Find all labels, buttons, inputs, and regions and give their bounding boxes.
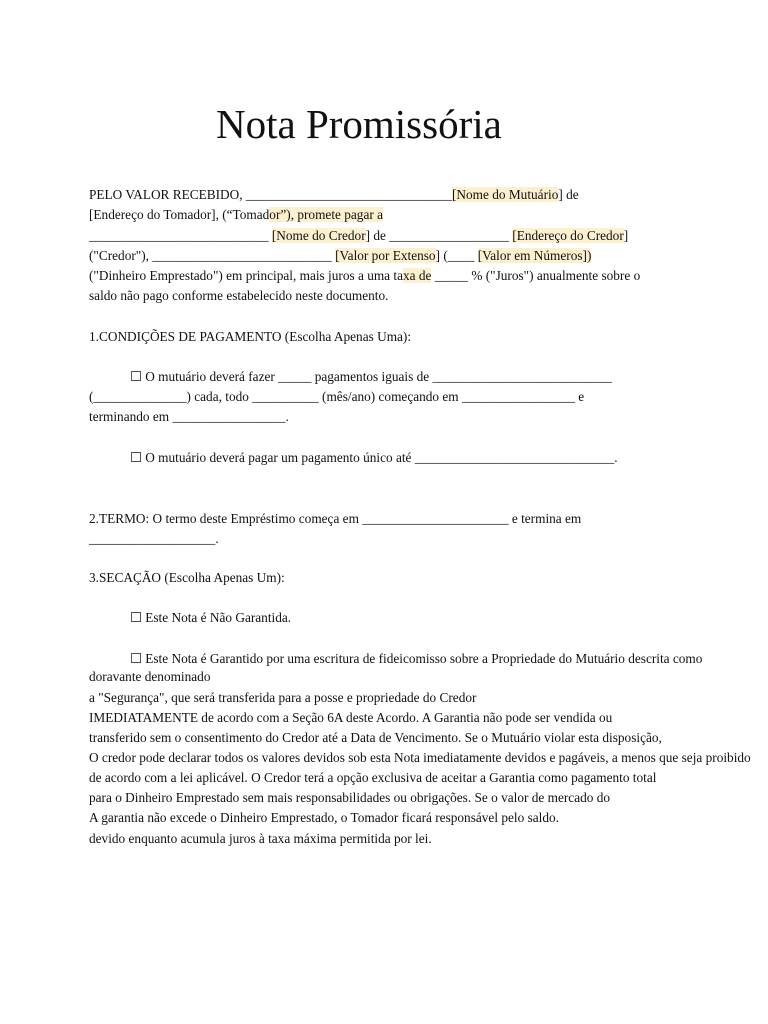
intro-line-3 <box>89 227 628 245</box>
security-text-line: IMEDIATAMENTE de acordo com a Seção 6A deste Acordo. A Garantia não pode ser vendida ou <box>89 710 613 725</box>
payment-option-installments[interactable]: ☐ O mutuário deverá fazer _____ pagamentos iguais de ___________________________ <box>130 369 613 384</box>
section-2-term-line-1: 2.TERMO: O termo deste Empréstimo começa em ______________________ e termina em <box>89 511 582 526</box>
intro-text: ("Credor"), ___________________________ <box>89 248 336 263</box>
intro-text: PELO VALOR RECEBIDO, _______________________________ <box>89 187 452 202</box>
intro-line-2 <box>89 206 383 224</box>
security-text-line: A garantia não excede o Dinheiro Emprestado, o Tomador ficará responsável pelo saldo. <box>89 810 559 825</box>
lender-name-placeholder: [Nome do Credor <box>271 228 366 243</box>
security-text-line: para o Dinheiro Emprestado sem mais responsabilidades ou obrigações. Se o valor de mercado do <box>89 790 611 805</box>
intro-text: ] <box>623 228 629 243</box>
document-title: Nota Promissória <box>216 101 502 147</box>
intro-text: ] de <box>558 187 579 202</box>
intro-line-1 <box>89 186 579 204</box>
section-2-term-line-2: ___________________. <box>89 531 219 546</box>
intro-line-5 <box>89 267 640 285</box>
intro-text: _____ % ("Juros") anualmente sobre o <box>431 268 641 283</box>
security-text-line: doravante denominado <box>89 669 211 684</box>
security-option-unsecured[interactable]: ☐ Este Nota é Não Garantida. <box>130 610 292 625</box>
payment-option-installments-line-2: (______________) cada, todo __________ (mês/ano) começando em _________________ e <box>89 389 585 404</box>
security-text-line: de acordo com a lei aplicável. O Credor terá a opção exclusiva de aceitar a Garantia como pagamento total <box>89 770 657 785</box>
intro-text: [Endereço do Tomador], (“Tomad <box>89 207 270 222</box>
section-1-heading: 1.CONDIÇÕES DE PAGAMENTO (Escolha Apenas Uma): <box>89 329 412 344</box>
amount-numbers-placeholder: [Valor em Números]) <box>477 248 592 263</box>
intro-line-4 <box>89 247 591 265</box>
intro-highlight: or”), promete pagar a <box>269 207 383 222</box>
payment-option-lump-sum[interactable]: ☐ O mutuário deverá pagar um pagamento único até ______________________________. <box>130 450 618 465</box>
payment-option-installments-line-3: terminando em _________________. <box>89 409 289 424</box>
lender-address-placeholder: [Endereço do Credor <box>512 228 624 243</box>
security-text-line: O credor pode declarar todos os valores devidos sob esta Nota imediatamente devidos e pagáveis, a menos que seja proibido <box>89 750 751 765</box>
borrower-name-placeholder: [Nome do Mutuário <box>451 187 559 202</box>
intro-highlight: xa de <box>403 268 432 283</box>
intro-text: ] (____ <box>435 248 478 263</box>
intro-text: ("Dinheiro Emprestado") em principal, mais juros a uma ta <box>89 268 404 283</box>
intro-text: ] de __________________ <box>365 228 513 243</box>
section-3-heading: 3.SECAÇÃO (Escolha Apenas Um): <box>89 570 285 585</box>
amount-words-placeholder: [Valor por Extenso <box>335 248 436 263</box>
security-text-line: transferido sem o consentimento do Credor até a Data de Vencimento. Se o Mutuário violar esta disposição, <box>89 730 662 745</box>
intro-text: ___________________________ <box>89 228 272 243</box>
security-option-secured[interactable]: ☐ Este Nota é Garantido por uma escritura de fideicomisso sobre a Propriedade do Mutuário descrita como <box>130 651 703 666</box>
intro-line-6: saldo não pago conforme estabelecido neste documento. <box>89 288 389 303</box>
security-text-line: a "Segurança", que será transferida para a posse e propriedade do Credor <box>89 690 477 705</box>
security-text-line: devido enquanto acumula juros à taxa máxima permitida por lei. <box>89 831 432 846</box>
